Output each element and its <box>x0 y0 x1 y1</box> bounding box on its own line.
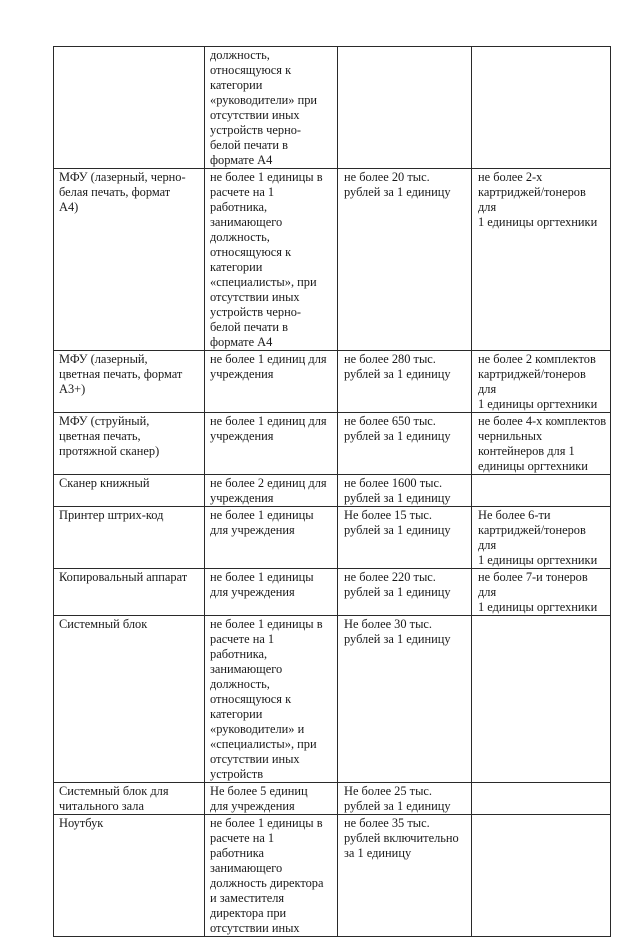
price-norm-cell: Не более 15 тыс. рублей за 1 единицу <box>338 507 472 569</box>
quantity-norm-cell: не более 1 единицы для учреждения <box>205 569 338 616</box>
equipment-name-cell: Принтер штрих-код <box>54 507 205 569</box>
price-norm-cell: не более 1600 тыс. рублей за 1 единицу <box>338 475 472 507</box>
table-row <box>54 47 611 169</box>
price-norm-cell: не более 280 тыс. рублей за 1 единицу <box>338 351 472 413</box>
equipment-name-cell: Ноутбук <box>54 815 205 937</box>
quantity-norm-cell: не более 1 единицы в расчете на 1 работника, занимающего должность, относящуюся к категории «специалисты», при отсутствии иных устройств черно- белой печати в формате А4 <box>205 169 338 351</box>
table-row <box>54 475 611 507</box>
price-norm-cell <box>338 47 472 169</box>
quantity-norm-cell: не более 1 единицы для учреждения <box>205 507 338 569</box>
table-row <box>54 169 611 351</box>
table-row <box>54 351 611 413</box>
equipment-name-cell <box>54 47 205 169</box>
quantity-norm-cell: не более 1 единицы в расчете на 1 работника занимающего должность директора и заместителя директора при отсутствии иных <box>205 815 338 937</box>
quantity-norm-cell: не более 2 единиц для учреждения <box>205 475 338 507</box>
table-row <box>54 413 611 475</box>
quantity-norm-cell: не более 1 единиц для учреждения <box>205 413 338 475</box>
table-row <box>54 569 611 616</box>
consumables-norm-cell: не более 4-х комплектов чернильных контейнеров для 1 единицы оргтехники <box>472 413 611 475</box>
consumables-norm-cell <box>472 475 611 507</box>
equipment-name-cell: Сканер книжный <box>54 475 205 507</box>
equipment-norms-table <box>53 46 611 937</box>
equipment-name-cell: МФУ (лазерный, черно- белая печать, формат А4) <box>54 169 205 351</box>
consumables-norm-cell: не более 7-и тонеров для 1 единицы оргтехники <box>472 569 611 616</box>
quantity-norm-cell: Не более 5 единиц для учреждения <box>205 783 338 815</box>
equipment-name-cell: Копировальный аппарат <box>54 569 205 616</box>
equipment-name-cell: Системный блок <box>54 616 205 783</box>
table-row <box>54 616 611 783</box>
price-norm-cell: Не более 30 тыс. рублей за 1 единицу <box>338 616 472 783</box>
table-row <box>54 815 611 937</box>
consumables-norm-cell <box>472 47 611 169</box>
price-norm-cell: не более 220 тыс. рублей за 1 единицу <box>338 569 472 616</box>
consumables-norm-cell <box>472 783 611 815</box>
price-norm-cell: не более 20 тыс. рублей за 1 единицу <box>338 169 472 351</box>
quantity-norm-cell: должность, относящуюся к категории «руководители» при отсутствии иных устройств черно- белой печати в формате А4 <box>205 47 338 169</box>
equipment-name-cell: Системный блок для читального зала <box>54 783 205 815</box>
consumables-norm-cell <box>472 815 611 937</box>
table-row <box>54 783 611 815</box>
equipment-name-cell: МФУ (струйный, цветная печать, протяжной сканер) <box>54 413 205 475</box>
consumables-norm-cell <box>472 616 611 783</box>
consumables-norm-cell: не более 2-х картриджей/тонеров для 1 единицы оргтехники <box>472 169 611 351</box>
price-norm-cell: не более 35 тыс. рублей включительно за 1 единицу <box>338 815 472 937</box>
consumables-norm-cell: не более 2 комплектов картриджей/тонеров для 1 единицы оргтехники <box>472 351 611 413</box>
equipment-name-cell: МФУ (лазерный, цветная печать, формат А3+) <box>54 351 205 413</box>
quantity-norm-cell: не более 1 единиц для учреждения <box>205 351 338 413</box>
table-row <box>54 507 611 569</box>
document-page <box>53 46 610 937</box>
price-norm-cell: не более 650 тыс. рублей за 1 единицу <box>338 413 472 475</box>
price-norm-cell: Не более 25 тыс. рублей за 1 единицу <box>338 783 472 815</box>
consumables-norm-cell: Не более 6-ти картриджей/тонеров для 1 единицы оргтехники <box>472 507 611 569</box>
quantity-norm-cell: не более 1 единицы в расчете на 1 работника, занимающего должность, относящуюся к категории «руководители» и «специалисты», при отсутствии иных устройств <box>205 616 338 783</box>
